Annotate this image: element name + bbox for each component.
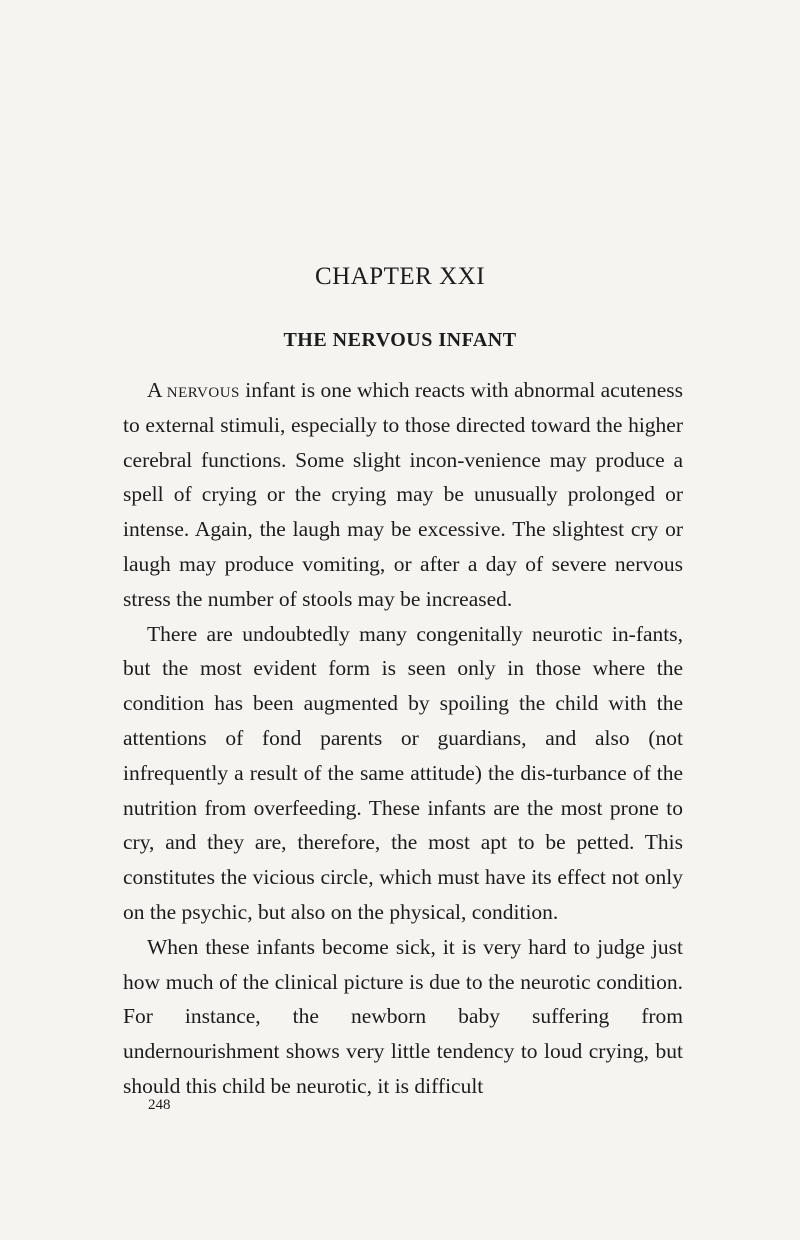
paragraph-3: When these infants become sick, it is very hard to judge just how much of the clinical picture is due to the neurotic condition. For instance, the newborn baby suffering from undernourishment shows very little tendency to loud crying, but should this child be neurotic, it is difficult [123, 934, 683, 1098]
paragraph-lead-smallcaps: nervous [166, 378, 240, 402]
paragraph-1-text: infant is one which reacts with abnormal acuteness to external stimuli, especially to those directed toward the higher cerebral functions. Some slight incon-venience may produce a spell of crying or the crying may be unusually prolonged or intense. Again, the laugh may be excessive. The slightest cry or laugh may produce vomiting, or after a day of severe nervous stress the number of stools may be increased. [123, 378, 683, 611]
paragraph-1 [123, 373, 683, 617]
chapter-number: CHAPTER XXI [314, 263, 486, 290]
page-number: 248 [148, 1097, 171, 1113]
paragraph-2: There are undoubtedly many congenitally neurotic in-fants, but the most evident form is seen only in those where the condition has been augmented by spoiling the child with the attentions of fond parents or guardians, and also (not infrequently a result of the same attitude) the dis-turbance of the nutrition from overfeeding. These infants are the most prone to cry, and they are, therefore, the most apt to be petted. This constitutes the vicious circle, which must have its effect not only on the psychic, but also on the physical, condition. [123, 621, 683, 924]
chapter-body [123, 373, 683, 1104]
chapter-title: THE NERVOUS INFANT [283, 329, 517, 351]
paragraph-lead-initial: A [147, 378, 162, 402]
